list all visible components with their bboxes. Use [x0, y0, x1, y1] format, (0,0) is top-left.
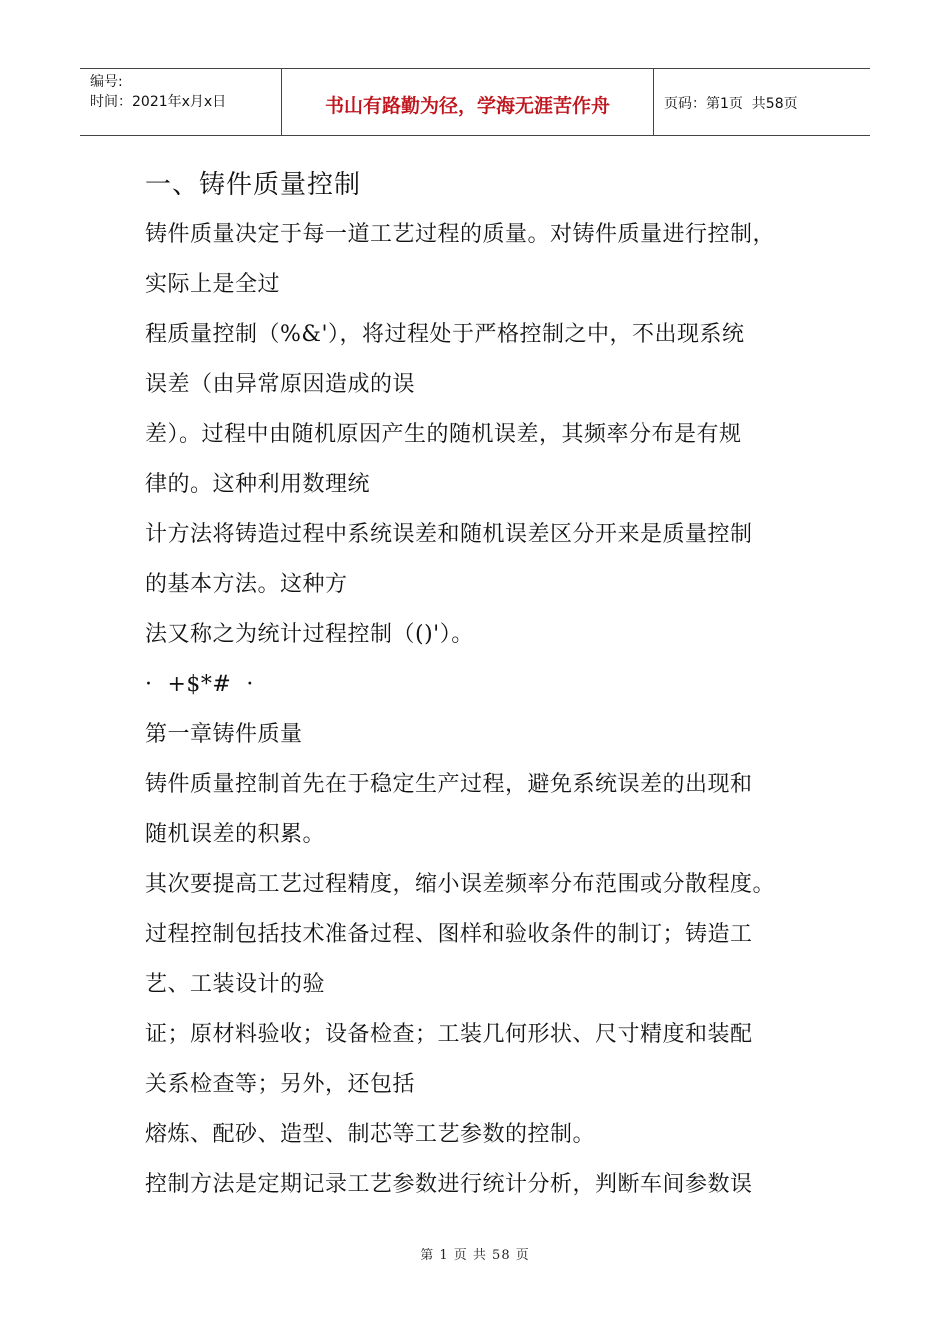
body-line: 误差（由异常原因造成的误 — [145, 372, 416, 397]
document-body — [145, 160, 825, 1210]
body-line: 实际上是全过 — [145, 272, 281, 297]
header-meta-cell — [80, 69, 282, 135]
body-line: 关系检查等；另外，还包括 — [145, 1072, 416, 1097]
header-page-cell — [654, 69, 870, 135]
section-title: 一、铸件质量控制 — [145, 170, 362, 200]
body-line: 差）。过程中由随机原因产生的随机误差，其频率分布是有规 — [145, 422, 742, 447]
chapter-heading: 第一章铸件质量 — [145, 722, 303, 747]
body-line: 控制方法是定期记录工艺参数进行统计分析，判断车间参数误 — [145, 1172, 753, 1197]
body-line: 的基本方法。这种方 — [145, 572, 348, 597]
body-line: 法又称之为统计过程控制（()'）。 — [145, 622, 474, 647]
header-motto: 书山有路勤为径，学海无涯苦作舟 — [282, 69, 654, 135]
body-line: 程质量控制（%&'），将过程处于严格控制之中，不出现系统 — [145, 322, 745, 347]
page-footer: 第 1 页 共 58 页 — [420, 1248, 530, 1263]
body-line: 艺、工装设计的验 — [145, 972, 326, 997]
document-number-label: 编号: — [90, 74, 123, 90]
body-line: 铸件质量决定于每一道工艺过程的质量。对铸件质量进行控制， — [145, 222, 776, 247]
body-line: 其次要提高工艺过程精度，缩小误差频率分布范围或分散程度。 — [145, 872, 776, 897]
body-line: 证；原材料验收；设备检查；工装几何形状、尺寸精度和装配 — [145, 1022, 753, 1047]
header-page-info: 页码：第1页 共58页 — [664, 96, 798, 112]
body-line: 过程控制包括技术准备过程、图样和验收条件的制订；铸造工 — [145, 922, 753, 947]
document-date: 时间：2021年x月x日 — [90, 94, 227, 110]
body-line: 计方法将铸造过程中系统误差和随机误差区分开来是质量控制 — [145, 522, 753, 547]
body-line: 铸件质量控制首先在于稳定生产过程，避免系统误差的出现和 — [145, 772, 753, 797]
header-table — [80, 68, 870, 136]
body-line: 律的。这种利用数理统 — [145, 472, 371, 497]
body-line: 熔炼、配砂、造型、制芯等工艺参数的控制。 — [145, 1122, 596, 1147]
body-line: 随机误差的积累。 — [145, 822, 326, 847]
body-line-symbols: · +$*# · — [145, 672, 254, 697]
